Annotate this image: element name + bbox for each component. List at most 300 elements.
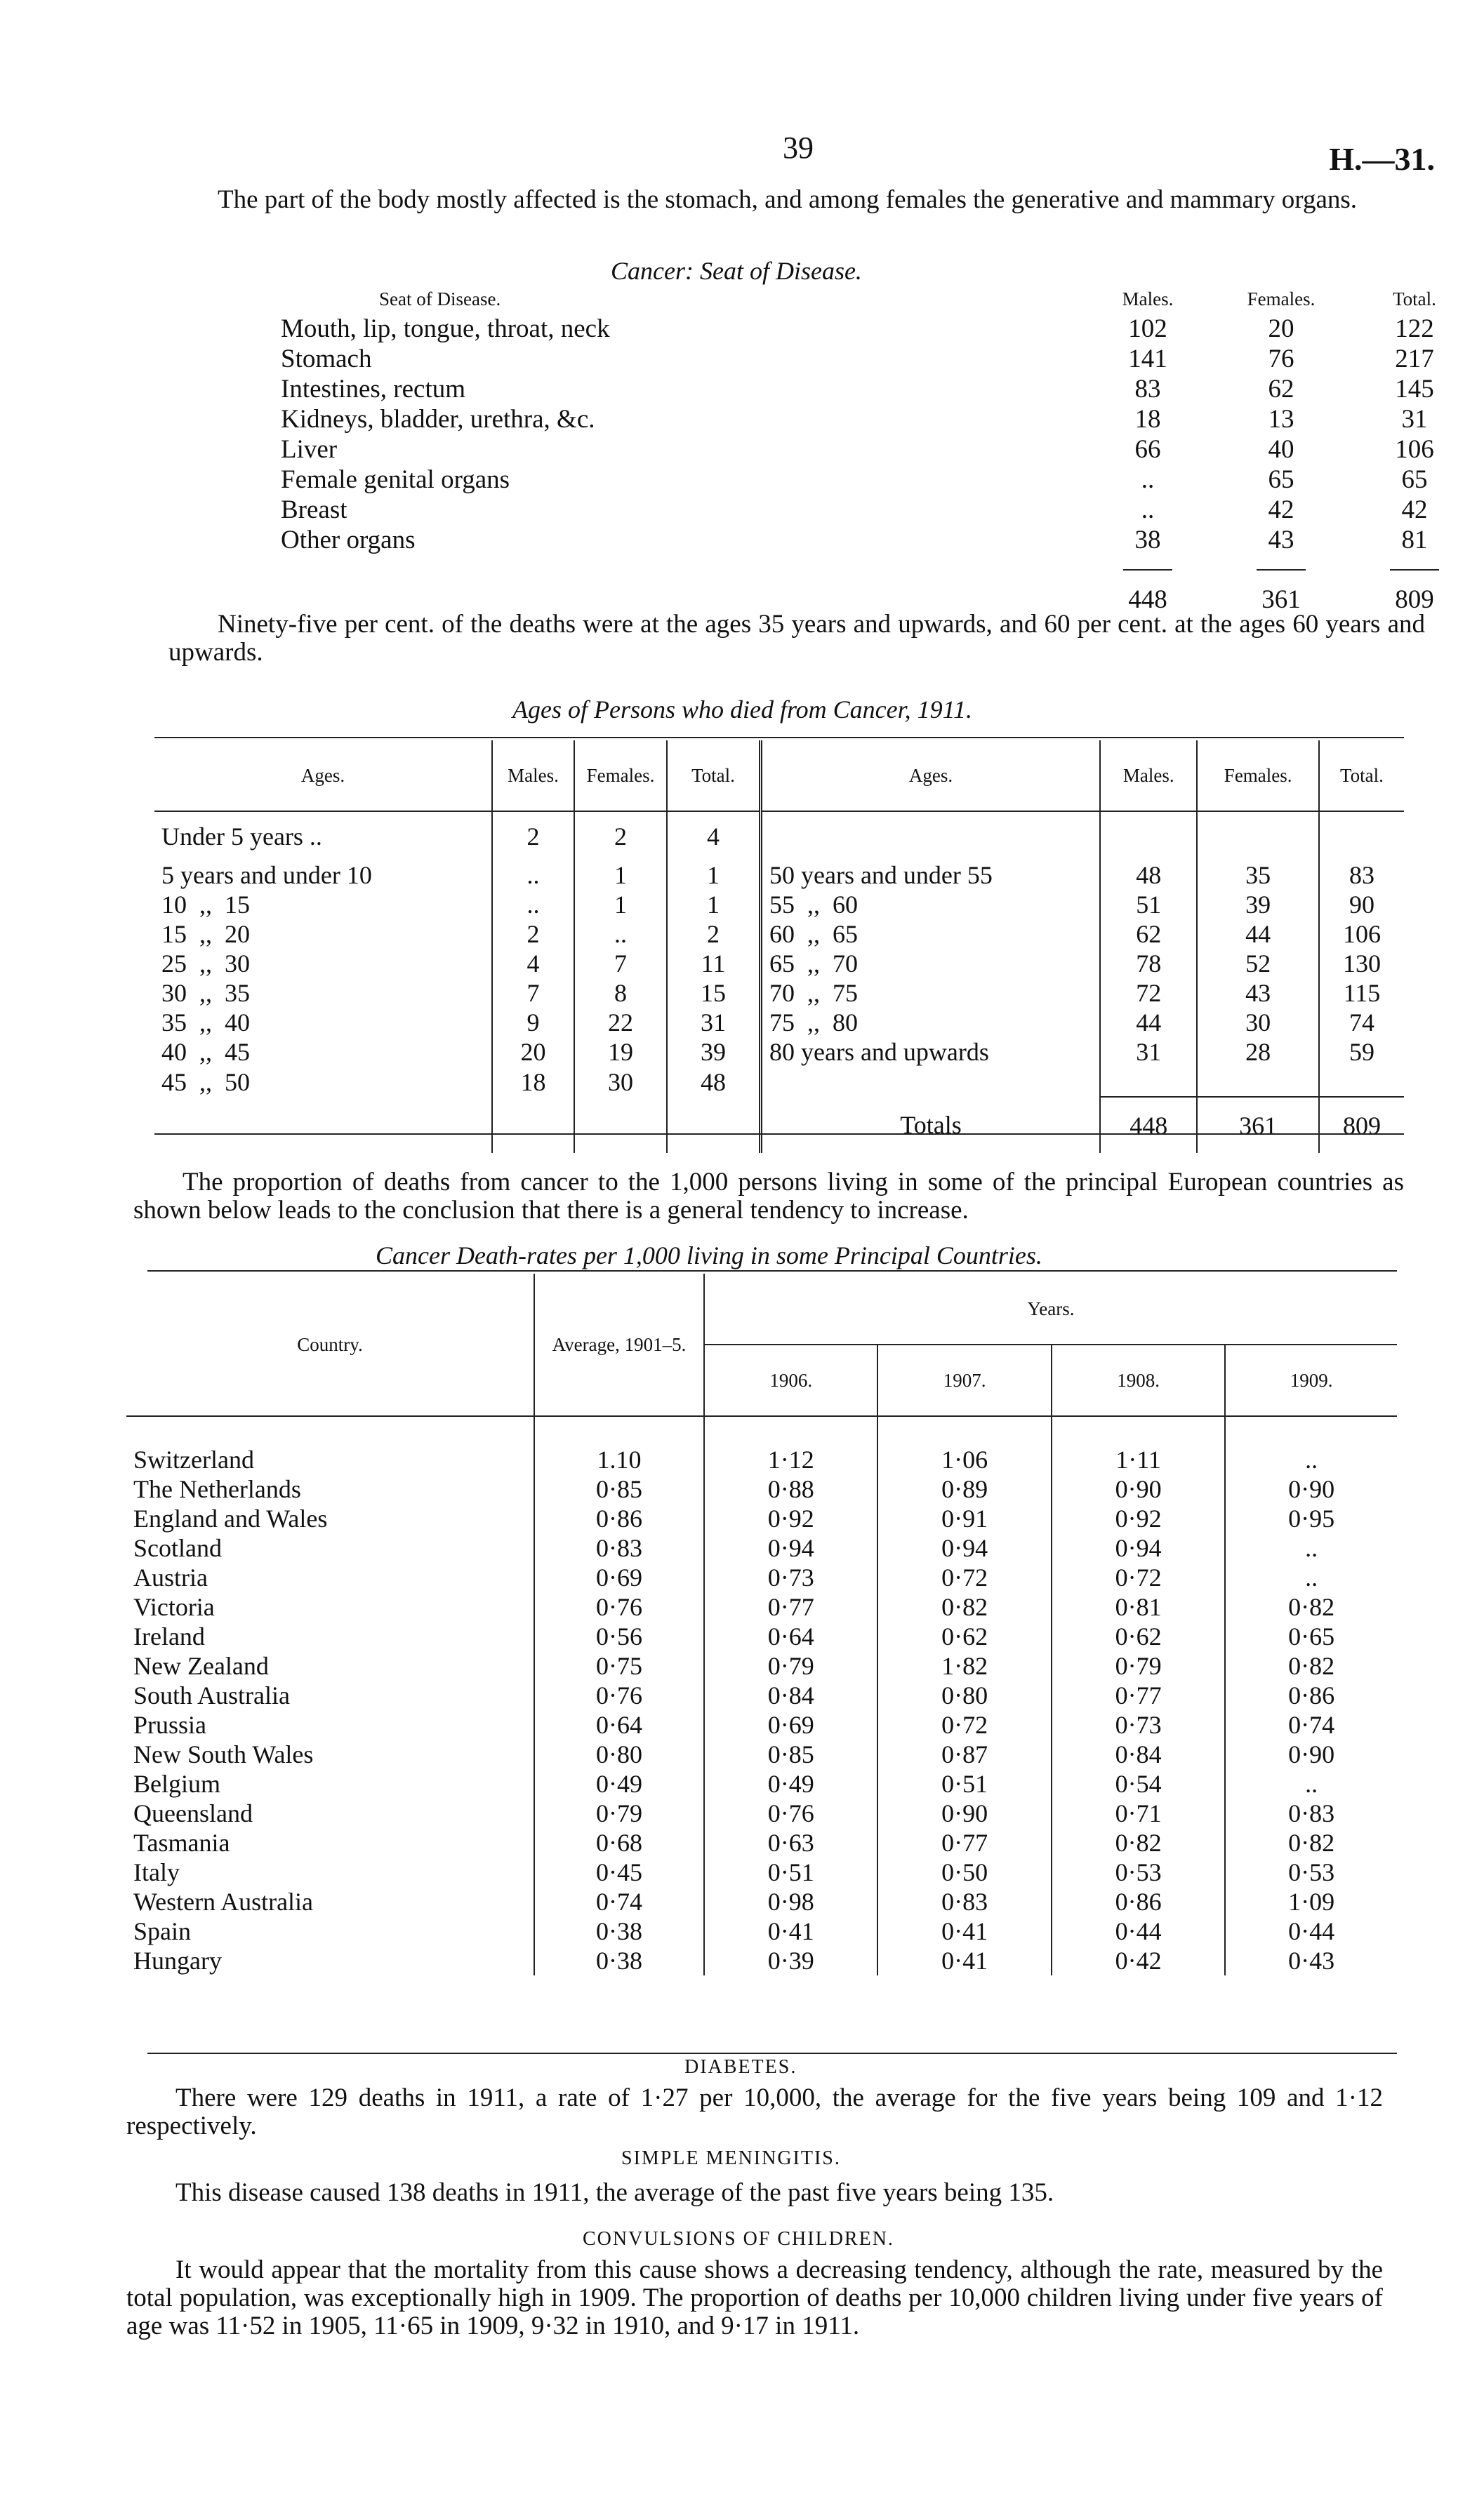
- year-1906-value: 0·64: [704, 1622, 877, 1651]
- empty-cell: [1100, 811, 1197, 860]
- empty-cell: [667, 1097, 761, 1153]
- males-value: 18: [492, 1067, 574, 1097]
- males-value: 48: [1100, 860, 1197, 890]
- males-value: 141: [1128, 345, 1167, 373]
- divider: [1123, 569, 1172, 571]
- total-total: 809: [1319, 1097, 1404, 1153]
- empty-cell: [154, 1097, 492, 1153]
- divider: [1390, 569, 1439, 571]
- year-1908-value: 0·77: [1052, 1681, 1225, 1710]
- empty-cell: [761, 1067, 1101, 1097]
- females-value: 42: [1268, 495, 1294, 524]
- year-1907-value: 0·50: [877, 1858, 1051, 1887]
- table-row: [281, 314, 1481, 344]
- females-value: 8: [574, 978, 667, 1008]
- average-value: 0·38: [534, 1946, 704, 1975]
- year-1907-value: 0·41: [877, 1916, 1051, 1946]
- col-total-left: Total.: [667, 740, 761, 811]
- total-value: 81: [1401, 526, 1428, 554]
- females-value: 13: [1268, 405, 1294, 434]
- average-value: 1.10: [534, 1416, 704, 1474]
- intro-paragraph: The part of the body mostly affected is the stomach, and among females the generative and mammary organs.: [218, 185, 1358, 214]
- females-value: 28: [1197, 1037, 1318, 1067]
- males-value: 9: [492, 1008, 574, 1037]
- average-value: 0·74: [534, 1887, 704, 1916]
- males-value: 2: [492, 919, 574, 949]
- year-1908-value: 0·86: [1052, 1887, 1225, 1916]
- age-range: 15 ,, 20: [161, 920, 250, 948]
- age-range: 35 ,, 40: [161, 1008, 250, 1036]
- females-value: 35: [1197, 860, 1318, 890]
- average-value: 0·45: [534, 1858, 704, 1887]
- females-value: 52: [1197, 949, 1318, 978]
- age-range: 60 ,, 65: [761, 919, 1101, 949]
- total-value: 106: [1395, 435, 1434, 464]
- empty-cell: [1319, 1067, 1404, 1097]
- total-total: 809: [1395, 585, 1434, 614]
- males-value: ..: [492, 890, 574, 919]
- seat-name: Kidneys, bladder, urethra, &c.: [281, 405, 595, 434]
- col-total: Total.: [1393, 288, 1436, 309]
- country-name: Prussia: [133, 1711, 207, 1739]
- table-row: [154, 811, 1404, 860]
- females-value: 1: [574, 860, 667, 890]
- col-ages-right: Ages.: [761, 740, 1101, 811]
- females-value: ..: [574, 919, 667, 949]
- males-value: 62: [1100, 919, 1197, 949]
- total-females: 361: [1261, 585, 1301, 614]
- ages-paragraph: Ninety-five per cent. of the deaths were at the ages 35 years and upwards, and 60 per cent. at the ages 60 years and upwards.: [168, 610, 1425, 667]
- total-females: 361: [1197, 1097, 1318, 1153]
- year-1906-value: 0·73: [704, 1563, 877, 1592]
- col-year-1909: 1909.: [1225, 1345, 1397, 1416]
- col-year-1908: 1908.: [1052, 1345, 1225, 1416]
- year-1909-value: 0·82: [1225, 1592, 1397, 1622]
- table-row: [126, 1504, 1397, 1533]
- average-value: 0·64: [534, 1710, 704, 1740]
- country-name: The Netherlands: [133, 1475, 301, 1503]
- total-value: 39: [667, 1037, 761, 1067]
- age-range: 5 years and under 10: [161, 861, 372, 889]
- males-value: 44: [1100, 1008, 1197, 1037]
- year-1908-value: 0·72: [1052, 1563, 1225, 1592]
- year-1909-value: 0·95: [1225, 1504, 1397, 1533]
- year-1906-value: 0·85: [704, 1740, 877, 1769]
- rates-table: [126, 1274, 1397, 1975]
- year-1906-value: 0·98: [704, 1887, 877, 1916]
- table-row: [126, 1710, 1397, 1740]
- females-value: 22: [574, 1008, 667, 1037]
- table-row: [126, 1681, 1397, 1710]
- females-value: 65: [1268, 465, 1294, 494]
- year-1908-value: 0·54: [1052, 1769, 1225, 1799]
- year-1908-value: 0·90: [1052, 1474, 1225, 1504]
- table-row: [126, 1916, 1397, 1946]
- females-value: 7: [574, 949, 667, 978]
- country-name: Spain: [133, 1917, 192, 1945]
- country-name: England and Wales: [133, 1505, 328, 1533]
- year-1907-value: 0·72: [877, 1710, 1051, 1740]
- total-value: 1: [667, 890, 761, 919]
- table-row: [126, 1740, 1397, 1769]
- diabetes-heading: DIABETES.: [684, 2056, 797, 2078]
- seat-name: Other organs: [281, 526, 416, 554]
- divider: [154, 737, 1404, 738]
- females-value: 62: [1268, 375, 1294, 404]
- empty-cell: [1197, 811, 1318, 860]
- year-1907-value: 0·94: [877, 1533, 1051, 1563]
- country-name: Western Australia: [133, 1888, 314, 1916]
- divider: [147, 1270, 1397, 1272]
- year-1909-value: 0·43: [1225, 1946, 1397, 1975]
- year-1909-value: 1·09: [1225, 1887, 1397, 1916]
- average-value: 0·79: [534, 1799, 704, 1828]
- age-range: Under 5 years ..: [161, 822, 322, 851]
- country-name: Italy: [133, 1858, 180, 1886]
- seat-name: Mouth, lip, tongue, throat, neck: [281, 314, 610, 343]
- females-value: 44: [1197, 919, 1318, 949]
- average-value: 0·76: [534, 1681, 704, 1710]
- year-1907-value: 0·87: [877, 1740, 1051, 1769]
- average-value: 0·76: [534, 1592, 704, 1622]
- empty-cell: [1319, 811, 1404, 860]
- table-row: [126, 1563, 1397, 1592]
- table-row: [154, 860, 1404, 890]
- year-1906-value: 0·92: [704, 1504, 877, 1533]
- year-1906-value: 0·63: [704, 1828, 877, 1858]
- age-range: 70 ,, 75: [761, 978, 1101, 1008]
- table-row: [126, 1858, 1397, 1887]
- proportion-paragraph: The proportion of deaths from cancer to the 1,000 persons living in some of the principal European countries as shown below leads to the conclusion that there is a general tendency to increase.: [133, 1168, 1404, 1225]
- males-value: 31: [1100, 1037, 1197, 1067]
- empty-cell: [492, 1097, 574, 1153]
- age-range: 65 ,, 70: [761, 949, 1101, 978]
- totals-label: Totals: [761, 1097, 1101, 1153]
- year-1907-value: 0·83: [877, 1887, 1051, 1916]
- males-value: 2: [492, 811, 574, 860]
- females-value: 20: [1268, 314, 1294, 343]
- year-1907-value: 0·90: [877, 1799, 1051, 1828]
- country-name: New Zealand: [133, 1652, 269, 1680]
- year-1906-value: 0·94: [704, 1533, 877, 1563]
- country-name: Tasmania: [133, 1829, 230, 1857]
- col-ages-left: Ages.: [300, 764, 345, 786]
- col-total-right: Total.: [1319, 740, 1404, 811]
- document-ref: H.—31.: [1329, 141, 1435, 177]
- year-1907-value: 0·80: [877, 1681, 1051, 1710]
- table-row: [126, 1651, 1397, 1681]
- year-1907-value: 0·89: [877, 1474, 1051, 1504]
- year-1908-value: 0·53: [1052, 1858, 1225, 1887]
- year-1906-value: 0·51: [704, 1858, 877, 1887]
- year-1907-value: 0·82: [877, 1592, 1051, 1622]
- empty-cell: [1100, 1067, 1197, 1097]
- seat-table: [281, 284, 1481, 615]
- females-value: 76: [1268, 345, 1294, 373]
- females-value: 43: [1197, 978, 1318, 1008]
- total-value: 31: [667, 1008, 761, 1037]
- table-row: [154, 978, 1404, 1008]
- males-value: 83: [1134, 375, 1161, 404]
- males-value: 78: [1100, 949, 1197, 978]
- convulsions-heading: CONVULSIONS OF CHILDREN.: [583, 2228, 894, 2250]
- total-value: 122: [1395, 314, 1434, 343]
- col-year-1907: 1907.: [877, 1345, 1051, 1416]
- year-1906-value: 0·84: [704, 1681, 877, 1710]
- table-row: [154, 1008, 1404, 1037]
- total-value: 1: [667, 860, 761, 890]
- year-1909-value: ..: [1225, 1563, 1397, 1592]
- males-value: ..: [492, 860, 574, 890]
- table-row: [281, 404, 1481, 434]
- year-1909-value: 0·82: [1225, 1828, 1397, 1858]
- age-range: 80 years and upwards: [761, 1037, 1101, 1067]
- ages-table: [154, 740, 1404, 1153]
- year-1907-value: 1·82: [877, 1651, 1051, 1681]
- total-value: 83: [1319, 860, 1404, 890]
- age-range: 45 ,, 50: [161, 1067, 250, 1096]
- year-1906-value: 0·39: [704, 1946, 877, 1975]
- average-value: 0·49: [534, 1769, 704, 1799]
- country-name: Hungary: [133, 1947, 222, 1975]
- males-value: 102: [1128, 314, 1167, 343]
- total-value: 59: [1319, 1037, 1404, 1067]
- col-year-1906: 1906.: [704, 1345, 877, 1416]
- year-1908-value: 0·92: [1052, 1504, 1225, 1533]
- table-row: [154, 919, 1404, 949]
- divider: [1257, 569, 1306, 571]
- year-1908-value: 0·73: [1052, 1710, 1225, 1740]
- year-1907-value: 0·72: [877, 1563, 1051, 1592]
- divider: [147, 2053, 1397, 2054]
- year-1907-value: 0·77: [877, 1828, 1051, 1858]
- total-value: 65: [1401, 465, 1428, 494]
- country-name: Austria: [133, 1564, 208, 1592]
- females-value: 2: [574, 811, 667, 860]
- total-value: 217: [1395, 345, 1434, 373]
- age-range: 25 ,, 30: [161, 949, 250, 978]
- year-1909-value: 0·86: [1225, 1681, 1397, 1710]
- country-name: Switzerland: [133, 1446, 254, 1474]
- col-females-right: Females.: [1197, 740, 1318, 811]
- country-name: Belgium: [133, 1770, 220, 1798]
- table-row: [126, 1592, 1397, 1622]
- age-range: 10 ,, 15: [161, 891, 250, 919]
- year-1907-value: 0·62: [877, 1622, 1051, 1651]
- table-row: [154, 1067, 1404, 1097]
- empty-cell: [574, 1097, 667, 1153]
- females-value: 1: [574, 890, 667, 919]
- year-1909-value: 0·65: [1225, 1622, 1397, 1651]
- table-row: [281, 495, 1481, 525]
- country-name: Victoria: [133, 1593, 215, 1621]
- age-range: 30 ,, 35: [161, 979, 250, 1007]
- col-males-left: Males.: [492, 740, 574, 811]
- table-row: [126, 1946, 1397, 1975]
- table-row: [281, 374, 1481, 404]
- table-row: [154, 890, 1404, 919]
- table-row: [281, 465, 1481, 495]
- convulsions-text: It would appear that the mortality from this cause shows a decreasing tendency, although the rate, measured by the total population, was exceptionally high in 1909. The proportion of deaths per 10,000 children living under five years of age was 11·52 in 1905, 11·65 in 1909, 9·32 in 1910, and 9·17 in 1911.: [126, 2255, 1383, 2340]
- year-1909-value: 0·90: [1225, 1474, 1397, 1504]
- age-range: 75 ,, 80: [761, 1008, 1101, 1037]
- year-1909-value: ..: [1225, 1533, 1397, 1563]
- country-name: New South Wales: [133, 1740, 314, 1768]
- year-1906-value: 0·49: [704, 1769, 877, 1799]
- total-males: 448: [1100, 1097, 1197, 1153]
- ages-totals-row: [154, 1097, 1404, 1153]
- males-value: 38: [1134, 526, 1161, 554]
- males-value: 18: [1134, 405, 1161, 434]
- country-name: Scotland: [133, 1534, 222, 1562]
- seat-name: Stomach: [281, 345, 372, 373]
- average-value: 0·69: [534, 1563, 704, 1592]
- seat-name: Intestines, rectum: [281, 375, 466, 404]
- year-1906-value: 0·76: [704, 1799, 877, 1828]
- table-row: [126, 1887, 1397, 1916]
- total-value: 2: [667, 919, 761, 949]
- year-1906-value: 0·69: [704, 1710, 877, 1740]
- year-1907-value: 0·91: [877, 1504, 1051, 1533]
- year-1909-value: 0·83: [1225, 1799, 1397, 1828]
- average-value: 0·80: [534, 1740, 704, 1769]
- col-years: Years.: [704, 1274, 1397, 1345]
- year-1906-value: 1·12: [704, 1416, 877, 1474]
- females-value: 43: [1268, 526, 1294, 554]
- country-name: South Australia: [133, 1681, 290, 1709]
- ages-table-title: Ages of Persons who died from Cancer, 1911.: [512, 695, 972, 724]
- males-value: ..: [1141, 495, 1155, 524]
- col-seat: Seat of Disease.: [379, 288, 501, 309]
- col-females-left: Females.: [574, 740, 667, 811]
- total-value: 74: [1319, 1008, 1404, 1037]
- seat-table-title: Cancer: Seat of Disease.: [611, 257, 862, 285]
- table-row: [126, 1416, 1397, 1474]
- rates-table-title: Cancer Death-rates per 1,000 living in some Principal Countries.: [376, 1241, 1042, 1269]
- divider: [154, 1133, 1404, 1135]
- males-value: ..: [1141, 465, 1155, 494]
- year-1906-value: 0·41: [704, 1916, 877, 1946]
- average-value: 0·86: [534, 1504, 704, 1533]
- page-number: 39: [783, 131, 814, 165]
- year-1909-value: 0·82: [1225, 1651, 1397, 1681]
- table-row: [154, 949, 1404, 978]
- total-value: 130: [1319, 949, 1404, 978]
- total-value: 106: [1319, 919, 1404, 949]
- table-row: [126, 1622, 1397, 1651]
- col-country: Country.: [297, 1333, 363, 1355]
- total-value: 90: [1319, 890, 1404, 919]
- average-value: 0·68: [534, 1828, 704, 1858]
- table-row: [126, 1828, 1397, 1858]
- seat-name: Liver: [281, 435, 338, 464]
- total-value: 145: [1395, 375, 1434, 404]
- year-1908-value: 1·11: [1052, 1416, 1225, 1474]
- females-value: 39: [1197, 890, 1318, 919]
- table-row: [126, 1799, 1397, 1828]
- total-value: 115: [1319, 978, 1404, 1008]
- table-row: [126, 1533, 1397, 1563]
- year-1909-value: ..: [1225, 1769, 1397, 1799]
- year-1908-value: 0·42: [1052, 1946, 1225, 1975]
- meningitis-heading: SIMPLE MENINGITIS.: [621, 2147, 841, 2169]
- table-row: [281, 344, 1481, 374]
- country-name: Ireland: [133, 1622, 205, 1651]
- table-row: [281, 434, 1481, 465]
- meningitis-text: This disease caused 138 deaths in 1911, the average of the past five years being 135.: [175, 2178, 1054, 2207]
- average-value: 0·38: [534, 1916, 704, 1946]
- year-1909-value: 0·53: [1225, 1858, 1397, 1887]
- age-range: 40 ,, 45: [161, 1038, 250, 1066]
- age-range: 50 years and under 55: [761, 860, 1101, 890]
- year-1908-value: 0·81: [1052, 1592, 1225, 1622]
- year-1907-value: 0·41: [877, 1946, 1051, 1975]
- year-1908-value: 0·44: [1052, 1916, 1225, 1946]
- year-1909-value: 0·44: [1225, 1916, 1397, 1946]
- females-value: 19: [574, 1037, 667, 1067]
- males-value: 66: [1134, 435, 1161, 464]
- males-value: 7: [492, 978, 574, 1008]
- average-value: 0·75: [534, 1651, 704, 1681]
- total-value: 31: [1401, 405, 1428, 434]
- year-1907-value: 1·06: [877, 1416, 1051, 1474]
- males-value: 72: [1100, 978, 1197, 1008]
- year-1906-value: 0·88: [704, 1474, 877, 1504]
- seat-name: Female genital organs: [281, 465, 510, 494]
- empty-cell: [761, 811, 1101, 860]
- year-1908-value: 0·79: [1052, 1651, 1225, 1681]
- year-1908-value: 0·62: [1052, 1622, 1225, 1651]
- females-value: 30: [1197, 1008, 1318, 1037]
- col-males: Males.: [1122, 288, 1174, 309]
- year-1908-value: 0·82: [1052, 1828, 1225, 1858]
- year-1909-value: ..: [1225, 1416, 1397, 1474]
- total-value: 11: [667, 949, 761, 978]
- country-name: Queensland: [133, 1799, 253, 1827]
- year-1908-value: 0·71: [1052, 1799, 1225, 1828]
- males-value: 51: [1100, 890, 1197, 919]
- total-value: 4: [667, 811, 761, 860]
- total-value: 15: [667, 978, 761, 1008]
- col-average: Average, 1901–5.: [534, 1274, 704, 1416]
- diabetes-text: There were 129 deaths in 1911, a rate of 1·27 per 10,000, the average for the five years being 109 and 1·12 respectively.: [126, 2084, 1383, 2140]
- col-males-right: Males.: [1100, 740, 1197, 811]
- col-females: Females.: [1247, 288, 1316, 309]
- year-1908-value: 0·84: [1052, 1740, 1225, 1769]
- average-value: 0·56: [534, 1622, 704, 1651]
- totals-rule-row: [281, 555, 1481, 585]
- table-row: [126, 1769, 1397, 1799]
- females-value: 30: [574, 1067, 667, 1097]
- total-value: 42: [1401, 495, 1428, 524]
- seat-name: Breast: [281, 495, 347, 524]
- average-value: 0·83: [534, 1533, 704, 1563]
- empty-cell: [1197, 1067, 1318, 1097]
- year-1906-value: 0·79: [704, 1651, 877, 1681]
- year-1906-value: 0·77: [704, 1592, 877, 1622]
- table-row: [126, 1474, 1397, 1504]
- year-1907-value: 0·51: [877, 1769, 1051, 1799]
- table-row: [281, 525, 1481, 555]
- males-value: 20: [492, 1037, 574, 1067]
- year-1908-value: 0·94: [1052, 1533, 1225, 1563]
- year-1909-value: 0·74: [1225, 1710, 1397, 1740]
- table-row: [154, 1037, 1404, 1067]
- year-1909-value: 0·90: [1225, 1740, 1397, 1769]
- average-value: 0·85: [534, 1474, 704, 1504]
- males-value: 4: [492, 949, 574, 978]
- total-males: 448: [1128, 585, 1167, 614]
